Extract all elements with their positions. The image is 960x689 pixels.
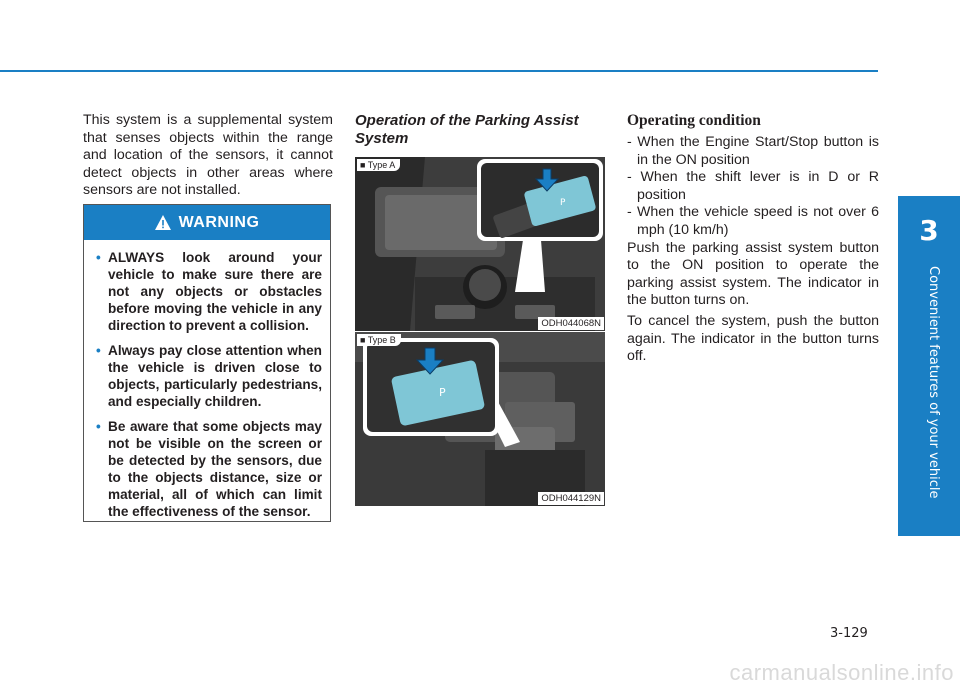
figure-type-label: ■ Type B (357, 334, 401, 346)
bullet-icon: • (96, 343, 101, 358)
warning-item: • ALWAYS look around your vehicle to make sure there are not any objects or obstacles before moving the vehicle in any direction to prevent a collision. (96, 250, 322, 333)
figure-type-b (355, 332, 605, 506)
chapter-number: 3 (919, 214, 939, 247)
chapter-title: Convenient features of your vehicle (926, 266, 941, 499)
warning-triangle-icon (155, 215, 171, 230)
figure-ref-code: ODH044068N (538, 317, 604, 330)
page-number: 3-129 (830, 626, 868, 641)
warning-box (83, 204, 331, 522)
svg-text:P: P (560, 198, 566, 208)
condition-list (627, 134, 879, 240)
chapter-tab[interactable] (898, 196, 960, 536)
operation-heading: Operation of the Parking Assist System (355, 112, 579, 147)
bullet-icon: • (96, 419, 101, 434)
watermark[interactable]: carmanualsonline.info (729, 660, 954, 685)
warning-item: • Always pay close attention when the vehicle is driven close to objects, particularly pedestrians, and especially children. (96, 343, 322, 409)
intro-section (83, 112, 333, 200)
cancel-paragraph: To cancel the system, push the button again. The indicator in the button turns off. (627, 312, 879, 365)
condition-item: - When the vehicle speed is not over 6 mph (10 km/h) (627, 204, 879, 238)
figure-type-a (355, 157, 605, 331)
operating-condition-heading: Operating condition (627, 112, 761, 129)
warning-item: • Be aware that some objects may not be visible on the screen or be detected by the sensors, due to the objects distance, size or material, all of which can limit the effectiveness of the sensor. (96, 419, 322, 519)
bullet-icon: • (96, 250, 101, 265)
warning-list (84, 240, 330, 520)
svg-text:P: P (439, 386, 446, 399)
condition-item: - When the shift lever is in D or R position (627, 169, 879, 203)
intro-paragraph: This system is a supplemental system that senses objects within the range and location of the sensors, it cannot detect objects in other areas where sensors are not installed. (83, 112, 333, 199)
operate-paragraph: Push the parking assist system button to the ON position to operate the parking assist system. The indicator in the button turns on. (627, 239, 879, 309)
console-illustration-a (355, 157, 605, 331)
console-illustration-b (355, 332, 605, 506)
warning-title: WARNING (178, 213, 260, 231)
figure-type-label: ■ Type A (357, 159, 400, 171)
operating-condition-section (627, 112, 879, 369)
header-rule (0, 70, 878, 72)
condition-item: - When the Engine Start/Stop button is in the ON position (627, 134, 879, 168)
figure-ref-code: ODH044129N (538, 492, 604, 505)
warning-header (84, 205, 330, 240)
